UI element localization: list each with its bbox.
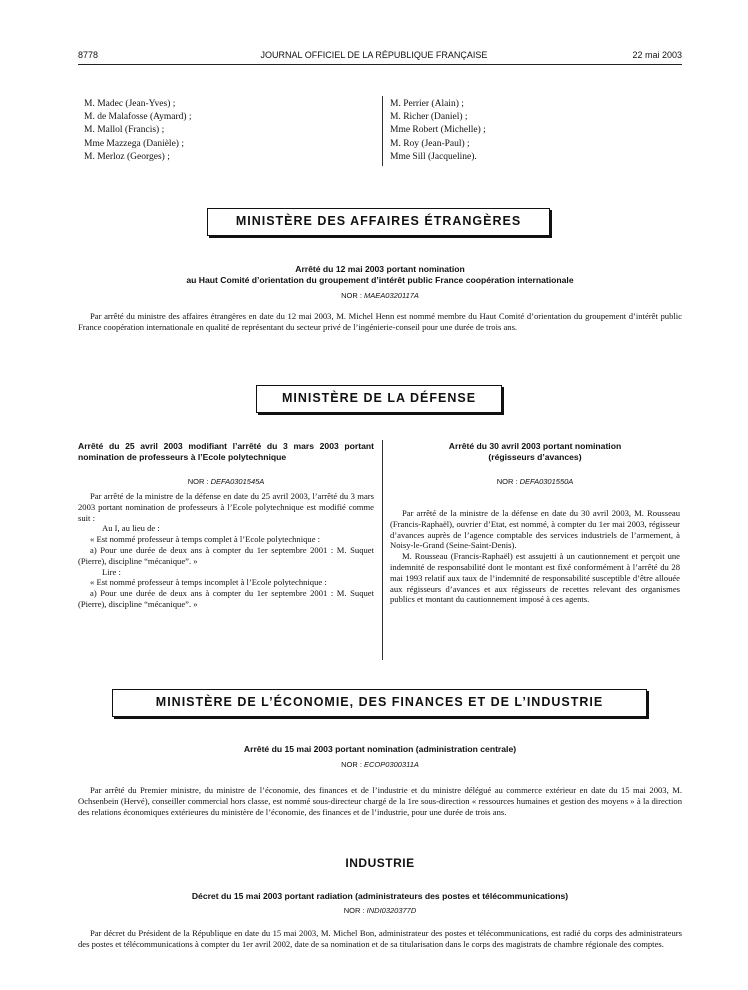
journal-title: JOURNAL OFFICIEL DE LA RÉPUBLIQUE FRANÇAISE: [260, 50, 488, 60]
decree-title: Arrêté du 15 mai 2003 portant nomination (administration centrale): [243, 744, 517, 754]
names-right-list: [390, 98, 486, 164]
section-heading-defense: MINISTÈRE DE LA DÉFENSE: [256, 385, 502, 413]
header-rule: [78, 64, 682, 65]
list-item: Mme Sill (Jacqueline).: [390, 151, 477, 162]
nor-reference: NOR : DEFA0301545A: [187, 477, 265, 486]
list-item: M. Roy (Jean-Paul) ;: [390, 138, 470, 149]
decree-text: Par arrêté de la ministre de la défense en date du 25 avril 2003, l’arrêté du 3 mars 2003 portant nomination de professeurs à l’Ecole polytechnique est modifié comme suit : Au I, au lieu de : « Est nommé professeur à temps complet à l’Ecole polytechnique : a) Pour une durée de deux ans à compter du 1er septembre 2001 : M. Suquet (Pierre), discipline “mécanique”. » Lire : « Est nommé professeur à temps incomplet à l’Ecole polytechnique : a) Pour une durée de deux ans à compter du 1er septembre 2001 : M. Suquet (Pierre), discipline “mécanique”. »: [78, 491, 374, 609]
nor-reference: NOR : ECOP0300311A: [341, 760, 419, 769]
section-heading-affaires-etrangeres: MINISTÈRE DES AFFAIRES ÉTRANGÈRES: [207, 208, 550, 236]
nor-reference: NOR : DEFA0301550A: [496, 477, 574, 486]
column-divider: [382, 440, 383, 660]
column-divider: [382, 96, 383, 166]
decree-text: Par arrêté du Premier ministre, du ministre de l’économie, des finances et de l’industrie et du ministre délégué au commerce extérieur en date du 15 mai 2003, M. Ochsenbein (Hervé), conseiller commercial hors classe, est nommé sous-directeur chargé de la 1re sous-direction « ressources humaines et gestion des moyens » à la direction des relations économiques extérieures du ministère de l’économie, des finances et de l’industrie, pour une durée de trois ans.: [78, 785, 682, 817]
list-item: M. Madec (Jean-Yves) ;: [84, 99, 176, 109]
issue-date: 22 mai 2003: [632, 50, 682, 60]
list-item: M. Mallol (Francis) ;: [84, 125, 165, 136]
nor-reference: NOR : INDI0320377D: [343, 906, 417, 915]
decree-title: Arrêté du 12 mai 2003 portant nomination au Haut Comité d’orientation du groupement d’intérêt public France coopération internationale: [186, 264, 574, 285]
decree-text: Par arrêté du ministre des affaires étrangères en date du 12 mai 2003, M. Michel Henn est nommé membre du Haut Comité d’orientation du groupement d’intérêt public France coopération internationale en qualité de représentant du secteur privé de l’ingénierie-conseil pour une durée de trois ans.: [78, 311, 682, 332]
list-item: M. Perrier (Alain) ;: [390, 99, 464, 109]
section-heading-industrie: INDUSTRIE: [345, 856, 415, 870]
nor-reference: NOR : MAEA0320117A: [341, 291, 419, 300]
decree-text: Par décret du Président de la République en date du 15 mai 2003, M. Michel Bon, administrateur des postes et télécommunications, est radié du corps des administrateurs des postes et télécommunications à compter du 1er avril 2002, date de sa nomination et de sa titularisation dans le corps des magistrats de chambre régionale des comptes.: [78, 928, 682, 949]
page-number: 8778: [78, 50, 99, 60]
list-item: M. Merloz (Georges) ;: [84, 151, 170, 162]
list-item: Mme Robert (Michelle) ;: [390, 125, 486, 136]
list-item: M. Richer (Daniel) ;: [390, 112, 468, 123]
list-item: M. de Malafosse (Aymard) ;: [84, 112, 192, 123]
decree-title: Arrêté du 30 avril 2003 portant nomination (régisseurs d’avances): [448, 441, 622, 462]
decree-text: Par arrêté de la ministre de la défense en date du 30 avril 2003, M. Rousseau (Francis-Raphaël), ouvrier d’Etat, est nommé, à compter du 1er mai 2003, régisseur d’avances auprès de l’agence comptable des services industriels de l’armement, à Noisy-le-Grand (Seine-Saint-Denis). M. Rousseau (Francis-Raphaël) est assujetti à un cautionnement et perçoit une indemnité de responsabilité dont le montant est fixé conformément à l’arrêté du 28 mai 1993 relatif aux taux de l’indemnité de responsabilité susceptible d’être allouée aux régisseurs d’avances et aux régisseurs de recettes relevant des organismes publics et montant du cautionnement imposé à ces agents.: [390, 508, 680, 605]
section-heading-economie: MINISTÈRE DE L’ÉCONOMIE, DES FINANCES ET DE L’INDUSTRIE: [112, 689, 647, 717]
decree-title: Arrêté du 25 avril 2003 modifiant l’arrêté du 3 mars 2003 portant nomination de professeurs à l’Ecole polytechnique: [78, 441, 374, 462]
names-left-list: [84, 98, 192, 164]
list-item: Mme Mazzega (Danièle) ;: [84, 138, 184, 149]
decree-title: Décret du 15 mai 2003 portant radiation (administrateurs des postes et télécommunications): [191, 891, 569, 901]
